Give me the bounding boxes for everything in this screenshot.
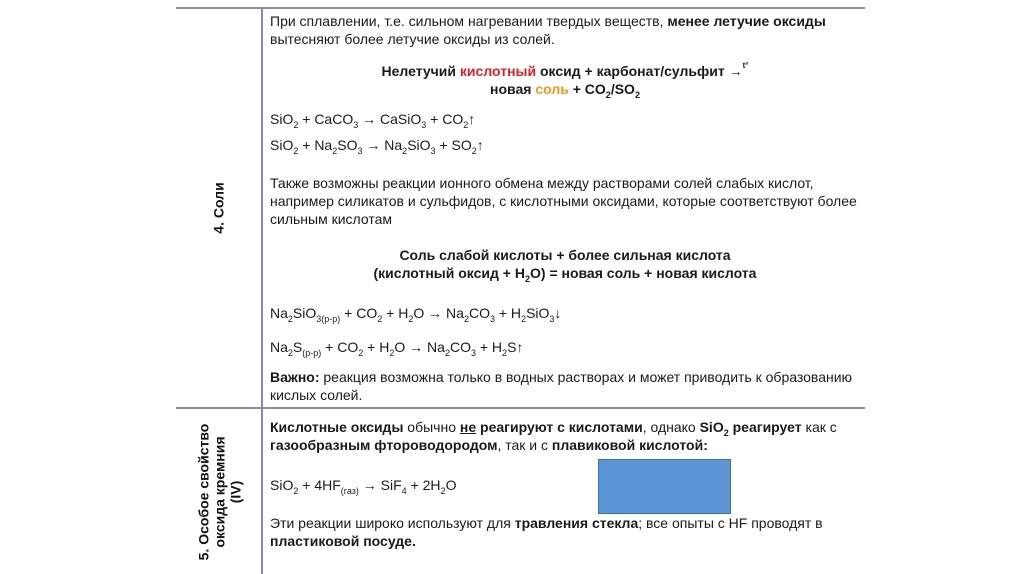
rule-line-3: Соль слабой кислоты + более сильная кислота xyxy=(399,247,731,263)
equation-sio2-na2so3: $SiO_2 + Na_2SO_3 \to Na_2SiO_3$ + $SO_2↑$ xyxy=(270,137,484,156)
table-row-divider xyxy=(176,407,865,409)
section-5-label-cell xyxy=(176,410,262,574)
glass-etching-paragraph: Эти реакции широко используют для травления стекла; все опыты с HF проводят в пластиковой посуде. xyxy=(270,515,823,549)
fusion-paragraph: При сплавлении, т.е. сильном нагревании твердых веществ, менее летучие оксиды вытесняют более летучие оксиды из солей. xyxy=(270,13,826,47)
equation-na2sio3: $Na_2SiO_{3(р-р)} + CO_2 + H_2O \to Na_2CO_3$ + $H_2SiO_3↓$ xyxy=(270,305,562,324)
section-4-label: 4. Соли xyxy=(210,182,227,234)
blue-placeholder-box xyxy=(598,459,731,514)
equation-na2s: $Na_2S_{(р-р)} + CO_2 + H_2O \to Na_2CO_3$ + $H_2S↑$ xyxy=(270,339,524,358)
rule-line-1: Нелетучий кислотный оксид + карбонат/сульфит →$^{t^\circ}$ xyxy=(381,61,749,79)
ion-exchange-paragraph: Также возможны реакции ионного обмена между растворами солей слабых кислот, например силикатов и сульфидов, с кислотными оксидами, которые соответствуют более сильным кислотам xyxy=(270,175,857,227)
section-5-label: 5. Особое свойство оксида кремния (IV) xyxy=(195,423,243,561)
important-note: Важно: реакция возможна только в водных растворах и может приводить к образованию кислых солей. xyxy=(270,369,853,403)
equation-sio2-caco3: SiO$_2$ + CaCO$_3$ → CaSiO$_3$ + $CO_2↑$ xyxy=(270,111,476,130)
hf-paragraph: Кислотные оксиды обычно не реагируют с кислотами, однако SiO$_2$ реагирует как с газообразным фтороводородом, так и с плавиковой кислотой: xyxy=(270,419,837,453)
equation-sio2-hf: $SiO_2 + 4HF_{(газ)} \to SiF_4 + 2H_2O$ xyxy=(270,477,457,496)
table-top-border xyxy=(176,7,865,9)
section-4-label-cell xyxy=(176,9,262,407)
rule-line-2: новая соль + $CO_2/SO_2$ xyxy=(490,81,640,100)
rule-line-4: (кислотный оксид + $H_2O$) = новая соль + новая кислота xyxy=(373,265,757,284)
